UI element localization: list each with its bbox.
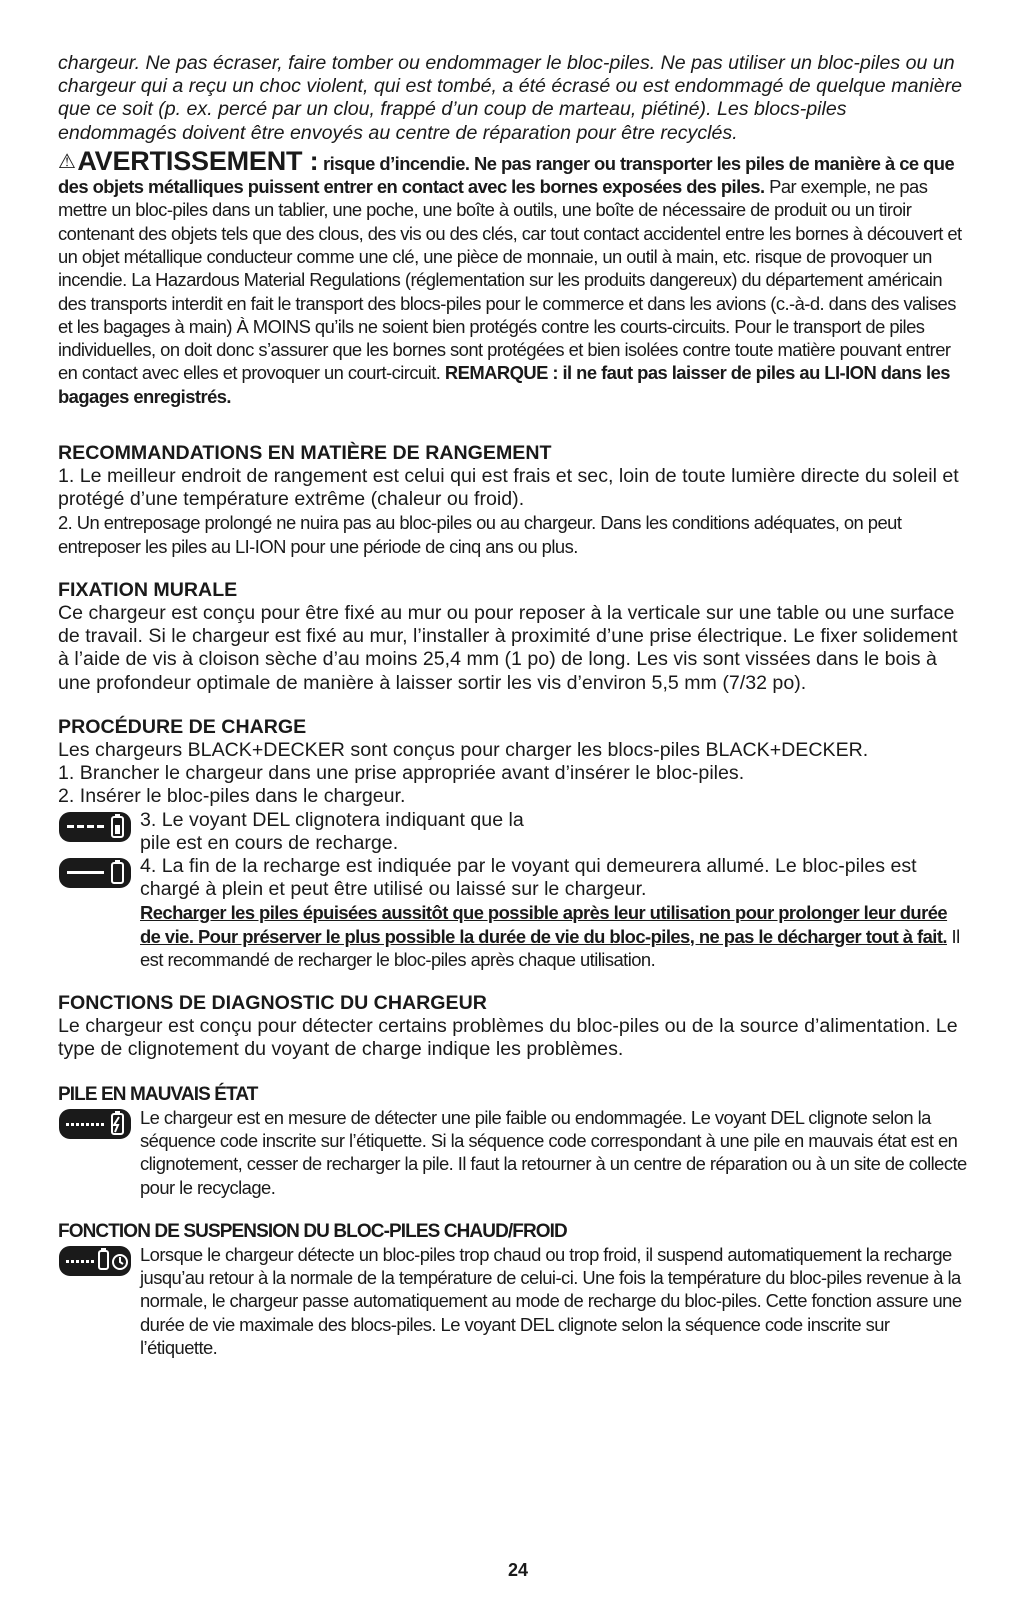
- hotcold-heading: FONCTION DE SUSPENSION DU BLOC-PILES CHAUD/FROID: [58, 1220, 567, 1242]
- diag-body: Le chargeur est conçu pour détecter certains problèmes du bloc-piles ou de la source d’alimentation. Le type de clignotement du voyant de charge indique les problèmes.: [58, 1015, 958, 1061]
- battery-charged-icon: [58, 856, 132, 890]
- hotcold-row: [58, 1243, 968, 1359]
- document-body: [58, 52, 968, 1359]
- charge-step-3-row: [58, 809, 968, 855]
- wall-heading: FIXATION MURALE: [58, 579, 238, 602]
- battery-charging-icon: [58, 810, 132, 844]
- charge-recommendation: [140, 901, 968, 971]
- intro-paragraph: chargeur. Ne pas écraser, faire tomber ou endommager le bloc-piles. Ne pas utiliser un bloc-piles ou un chargeur qui a reçu un choc violent, qui est tombé, a été écrasé ou est endommagé de quelque manière que ce soit (p. ex. percé par un clou, frappé d’un coup de marteau, piétiné). Les blocs-piles endommagés doivent être envoyés au centre de réparation pour être recyclés.: [58, 52, 963, 144]
- bad-row: [58, 1106, 968, 1199]
- storage-item-2: 2. Un entreposage prolongé ne nuira pas au bloc-piles ou au chargeur. Dans les conditions adéquates, on peut entreposer les piles au LI-ION pour une période de cinq ans ou plus.: [58, 512, 902, 557]
- bad-heading: PILE EN MAUVAIS ÉTAT: [58, 1083, 258, 1105]
- charge-step-4: 4. La fin de la recharge est indiquée par le voyant qui demeurera allumé. Le bloc-piles est chargé à plein et peut être utilisé ou laissé sur le chargeur.: [140, 854, 917, 901]
- warning-note: REMARQUE : il ne faut pas laisser de piles au LI-ION dans les bagages enregistrés.: [58, 362, 950, 407]
- page-number: 24: [507, 1560, 529, 1580]
- charge-step-2: 2. Insérer le bloc-piles dans le chargeur.: [58, 785, 406, 808]
- charge-heading: PROCÉDURE DE CHARGE: [58, 715, 307, 738]
- charge-underline-text: Recharger les piles épuisées aussitôt que possible après leur utilisation pour prolonger leur durée de vie. Pour préserver le plus possible la durée de vie du bloc-piles, ne pas le décharger tout à fait.: [140, 902, 948, 947]
- charge-step-3: 3. Le voyant DEL clignotera indiquant que la pile est en cours de recharge.: [140, 808, 524, 854]
- charge-intro: Les chargeurs BLACK+DECKER sont conçus pour charger les blocs-piles BLACK+DECKER.: [58, 738, 869, 761]
- warning-body: Par exemple, ne pas mettre un bloc-piles dans un tablier, une poche, une boîte à outils, une boîte de nécessaire de produit ou un tiroir contenant des objets tels que des clous, des vis ou des clés, car tout contact accidentel entre les bornes à découvert et un objet métallique conducteur comme une clé, une pièce de monnaie, un outil à main, etc. risque de provoquer un incendie. La Hazardous Material Regulations (réglementation sur les produits dangereux) du département américain des transports interdit en fait le transport des blocs-piles pour le commerce et dans les avions (c.-à-d. dans des valises et les bagages à main) À MOINS qu’ils ne soient bien protégés contre les courts-circuits. Pour le transport de piles individuelles, on doit donc s’assurer que les bornes sont protégées et bien isolées contre toute matière pouvant entrer en contact avec elles et provoquer un court-circuit.: [58, 176, 962, 384]
- warning-triangle-icon: ⚠: [58, 150, 76, 173]
- storage-heading: RECOMMANDATIONS EN MATIÈRE DE RANGEMENT: [58, 442, 552, 465]
- charge-tail-text: Il est recommandé de recharger le bloc-piles après chaque utilisation.: [140, 925, 960, 970]
- storage-item-1: 1. Le meilleur endroit de rangement est celui qui est frais et sec, loin de toute lumière directe du soleil et protégé d’une température extrême (chaleur ou froid).: [58, 465, 959, 511]
- warning-block: [58, 145, 968, 408]
- wall-body: Ce chargeur est conçu pour être fixé au mur ou pour reposer à la verticale sur une table ou une surface de travail. Si le chargeur est fixé au mur, l’installer à proximité d’une prise électrique. Le fixer solidement à l’aide de vis à cloison sèche d’au moins 25,4 mm (1 po) de long. Les vis sont vissées dans le bois à une profondeur optimale de manière à laisser sortir les vis d’environ 5,5 mm (7/32 po).: [58, 602, 958, 694]
- warning-bold-text: risque d’incendie. Ne pas ranger ou transporter les piles de manière à ce que des objets métalliques puissent entrer en contact avec les bornes exposées des piles.: [58, 152, 955, 198]
- diag-heading: FONCTIONS DE DIAGNOSTIC DU CHARGEUR: [58, 992, 487, 1015]
- battery-bad-icon: [58, 1107, 132, 1141]
- battery-hot-cold-icon: [58, 1244, 132, 1278]
- warning-title: AVERTISSEMENT :: [77, 145, 319, 176]
- charge-step-4-row: [58, 855, 968, 971]
- hotcold-body: Lorsque le chargeur détecte un bloc-piles trop chaud ou trop froid, il suspend automatiquement la recharge jusqu’au retour à la normale de la température de celui-ci. Une fois la température du bloc-piles revenue à la normale, le chargeur passe automatiquement au mode de recharge du bloc-piles. Cette fonction assure une durée de vie maximale des blocs-piles. Le voyant DEL clignote selon la séquence code inscrite sur l’étiquette.: [140, 1243, 962, 1358]
- bad-body: Le chargeur est en mesure de détecter une pile faible ou endommagée. Le voyant DEL clignote selon la séquence code inscrite sur l’étiquette. Si la séquence code correspondant à une pile en mauvais état est en clignotement, cesser de recharger la pile. Il faut la retourner à un centre de réparation ou à un site de collecte pour le recyclage.: [140, 1106, 967, 1198]
- charge-step-1: 1. Brancher le chargeur dans une prise appropriée avant d’insérer le bloc-piles.: [58, 762, 745, 785]
